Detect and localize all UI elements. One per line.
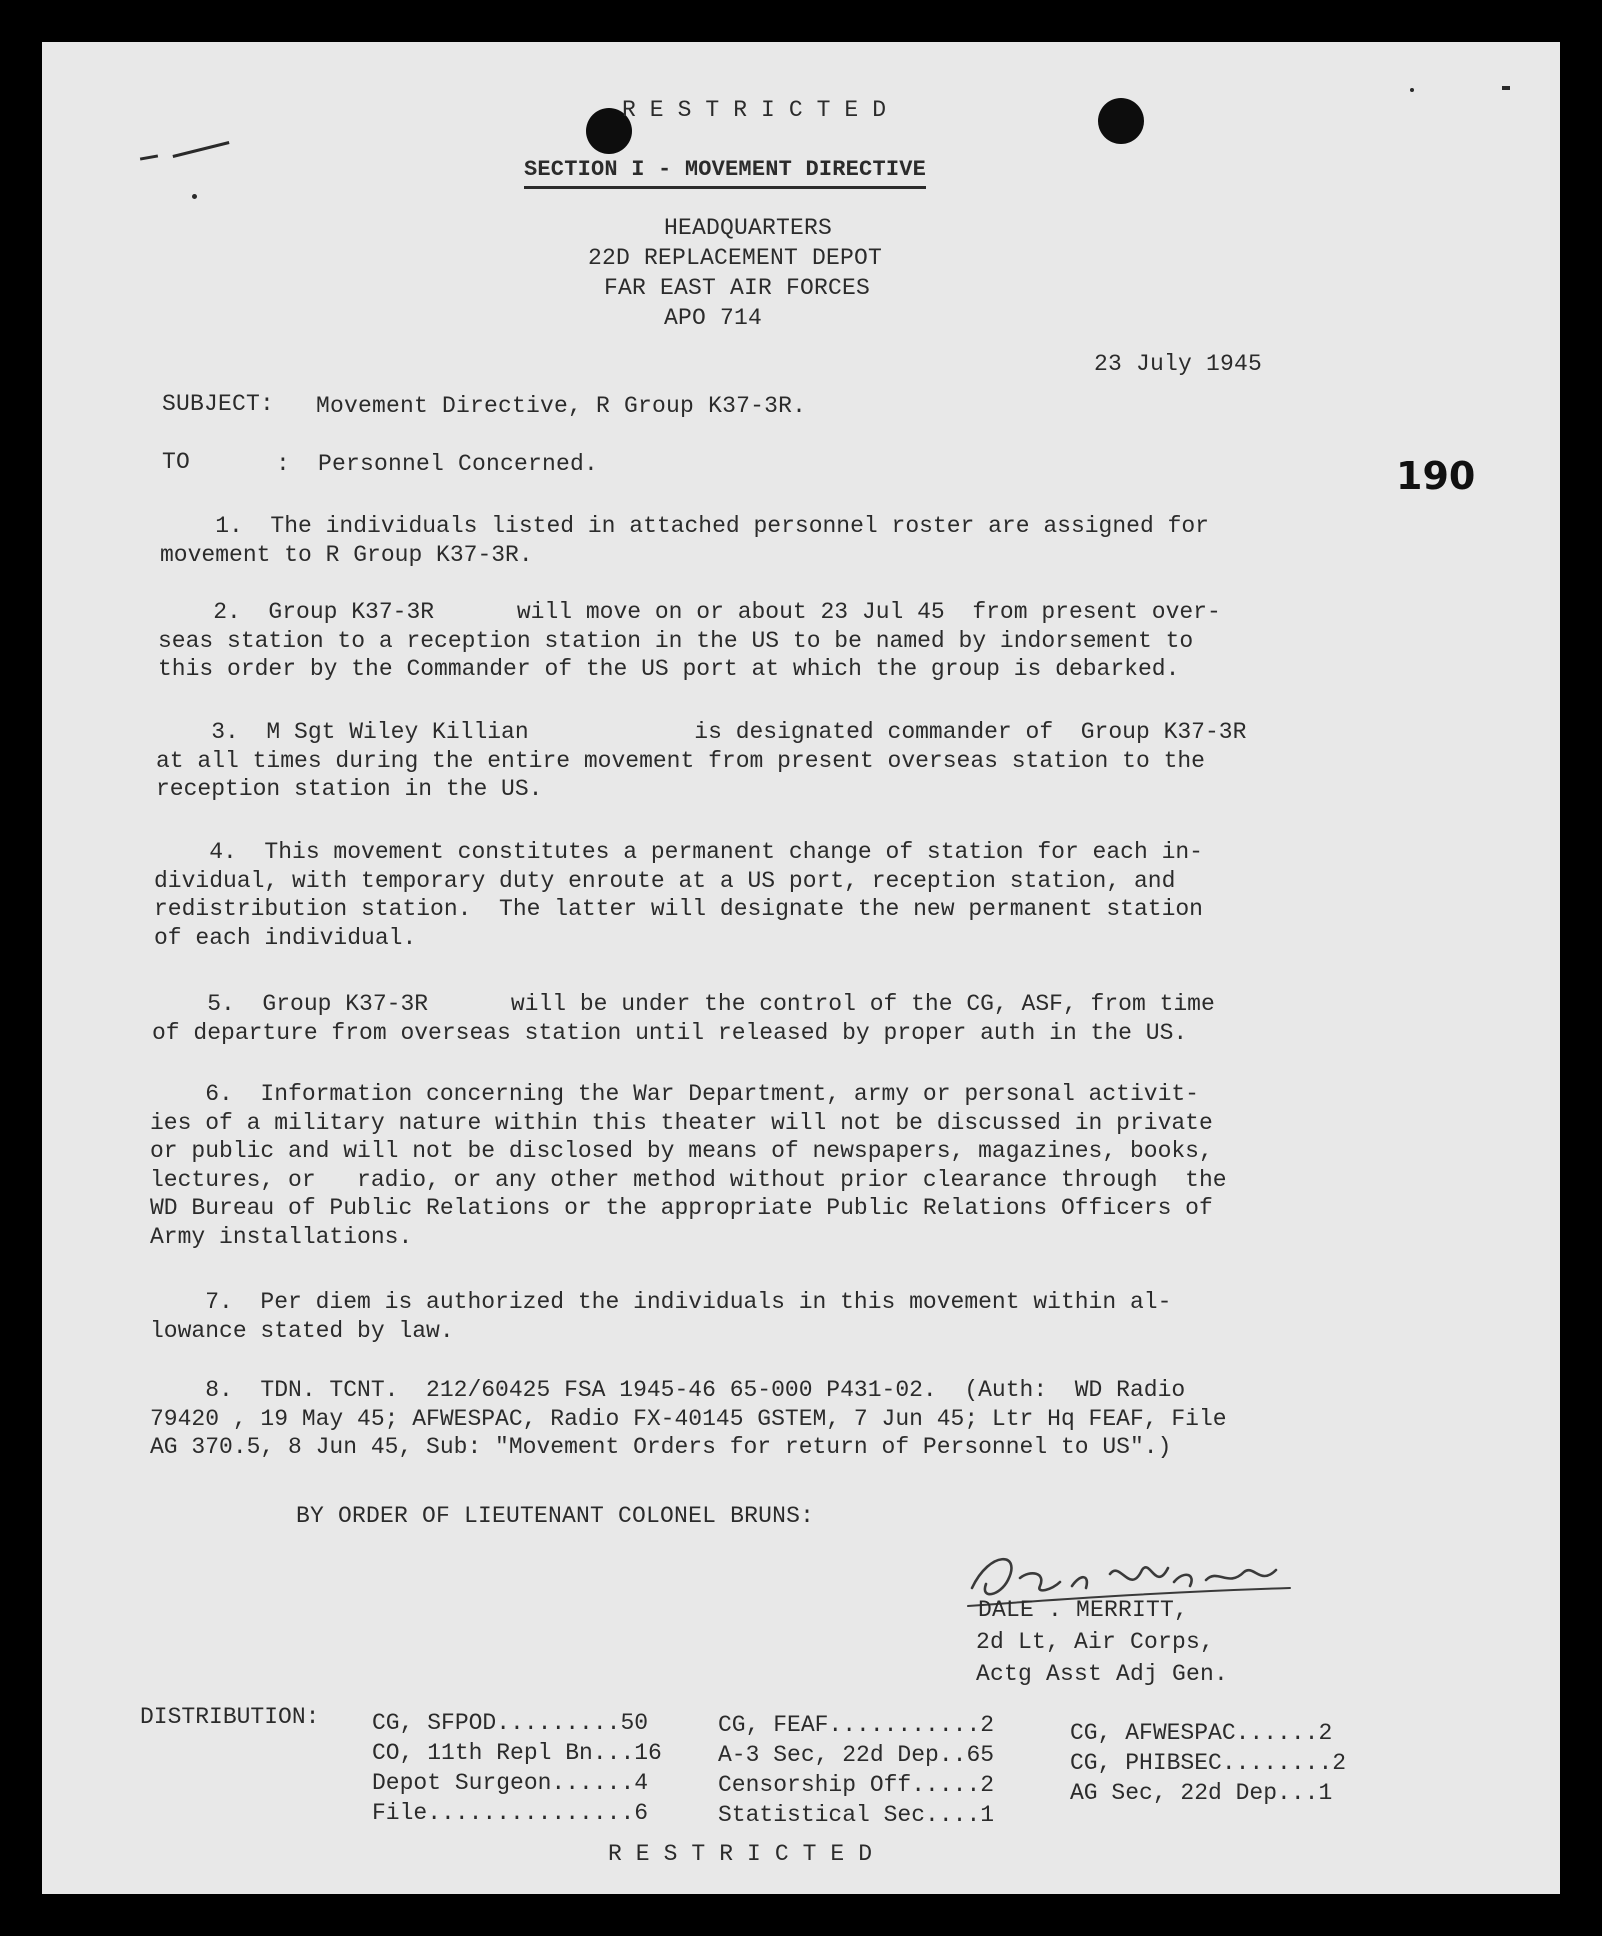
distribution-col3-row2: CG, PHIBSEC........2 xyxy=(1070,1750,1347,1776)
distribution-col1-row4: File...............6 xyxy=(372,1800,649,1826)
signer-name: DALE . MERRITT, xyxy=(978,1597,1189,1623)
hq-line-3: FAR EAST AIR FORCES xyxy=(604,275,871,301)
subject-text: Movement Directive, R Group K37-3R. xyxy=(316,393,807,419)
distribution-col2-row4: Statistical Sec....1 xyxy=(718,1802,995,1828)
paragraph-6: 6. Information concerning the War Department, army or personal activit- ies of a military nature within this theater will not be discussed in private or public and will not be disclosed by means of newspapers, magazines, books, lectures, or radio, or any other method without prior clearance through the WD Bureau of Public Relations or the appropriate Public Relations Officers of Army installations. xyxy=(150,1081,1227,1250)
distribution-label: DISTRIBUTION: xyxy=(140,1704,320,1730)
to-colon: : xyxy=(276,451,291,477)
distribution-col1-row3: Depot Surgeon......4 xyxy=(372,1770,649,1796)
paragraph-2: 2. Group K37-3R will move on or about 23 Jul 45 from present over- seas station to a reception station in the US to be named by indorsement to this order by the Commander of the US port at which the group is debarked. xyxy=(158,599,1221,682)
hq-line-4: APO 714 xyxy=(664,305,763,331)
paragraph-1: 1. The individuals listed in attached personnel roster are assigned for movement to R Group K37-3R. xyxy=(160,513,1209,568)
document-page xyxy=(42,42,1560,1894)
ink-speck xyxy=(1410,88,1414,92)
distribution-col3-row1: CG, AFWESPAC......2 xyxy=(1070,1720,1333,1746)
punch-hole-right xyxy=(1098,98,1144,144)
signer-rank: 2d Lt, Air Corps, xyxy=(976,1629,1215,1655)
distribution-col1-row1: CG, SFPOD.........50 xyxy=(372,1710,649,1736)
paragraph-7: 7. Per diem is authorized the individuals in this movement within al- lowance stated by law. xyxy=(150,1289,1172,1344)
order-line: BY ORDER OF LIEUTENANT COLONEL BRUNS: xyxy=(296,1503,815,1529)
distribution-col2-row3: Censorship Off.....2 xyxy=(718,1772,995,1798)
page-number-stamp: 190 xyxy=(1396,454,1476,498)
distribution-col1-row2: CO, 11th Repl Bn...16 xyxy=(372,1740,662,1766)
distribution-col2-row1: CG, FEAF...........2 xyxy=(718,1712,995,1738)
to-text: Personnel Concerned. xyxy=(318,451,599,477)
signer-title: Actg Asst Adj Gen. xyxy=(976,1661,1229,1687)
paragraph-4: 4. This movement constitutes a permanent change of station for each in- dividual, with temporary duty enroute at a US port, reception station, and redistribution station. The latter will designate the new permanent station of each individual. xyxy=(154,839,1203,951)
subject-label: SUBJECT: xyxy=(162,391,275,417)
hq-line-2: 22D REPLACEMENT DEPOT xyxy=(588,245,883,271)
ink-speck xyxy=(1502,86,1510,90)
section-title: SECTION I - MOVEMENT DIRECTIVE xyxy=(524,156,926,189)
paragraph-8: 8. TDN. TCNT. 212/60425 FSA 1945-46 65-000 P431-02. (Auth: WD Radio 79420 , 19 May 45; AFWESPAC, Radio FX-40145 GSTEM, 7 Jun 45; Ltr Hq FEAF, File AG 370.5, 8 Jun 45, Sub: "Movement Orders for return of Personnel to US".) xyxy=(150,1377,1227,1460)
to-label: TO xyxy=(162,449,191,475)
paragraph-3: 3. M Sgt Wiley Killian is designated commander of Group K37-3R at all times during the entire movement from present overseas station to the reception station in the US. xyxy=(156,719,1247,802)
hq-line-1: HEADQUARTERS xyxy=(664,215,833,241)
ink-speck xyxy=(192,194,197,199)
distribution-col3-row3: AG Sec, 22d Dep...1 xyxy=(1070,1780,1333,1806)
document-date: 23 July 1945 xyxy=(1094,351,1263,377)
classification-top: RESTRICTED xyxy=(622,97,901,123)
distribution-col2-row2: A-3 Sec, 22d Dep..65 xyxy=(718,1742,995,1768)
classification-bottom: RESTRICTED xyxy=(608,1841,887,1867)
paragraph-5: 5. Group K37-3R will be under the control of the CG, ASF, from time of departure from overseas station until released by proper auth in the US. xyxy=(152,991,1215,1046)
